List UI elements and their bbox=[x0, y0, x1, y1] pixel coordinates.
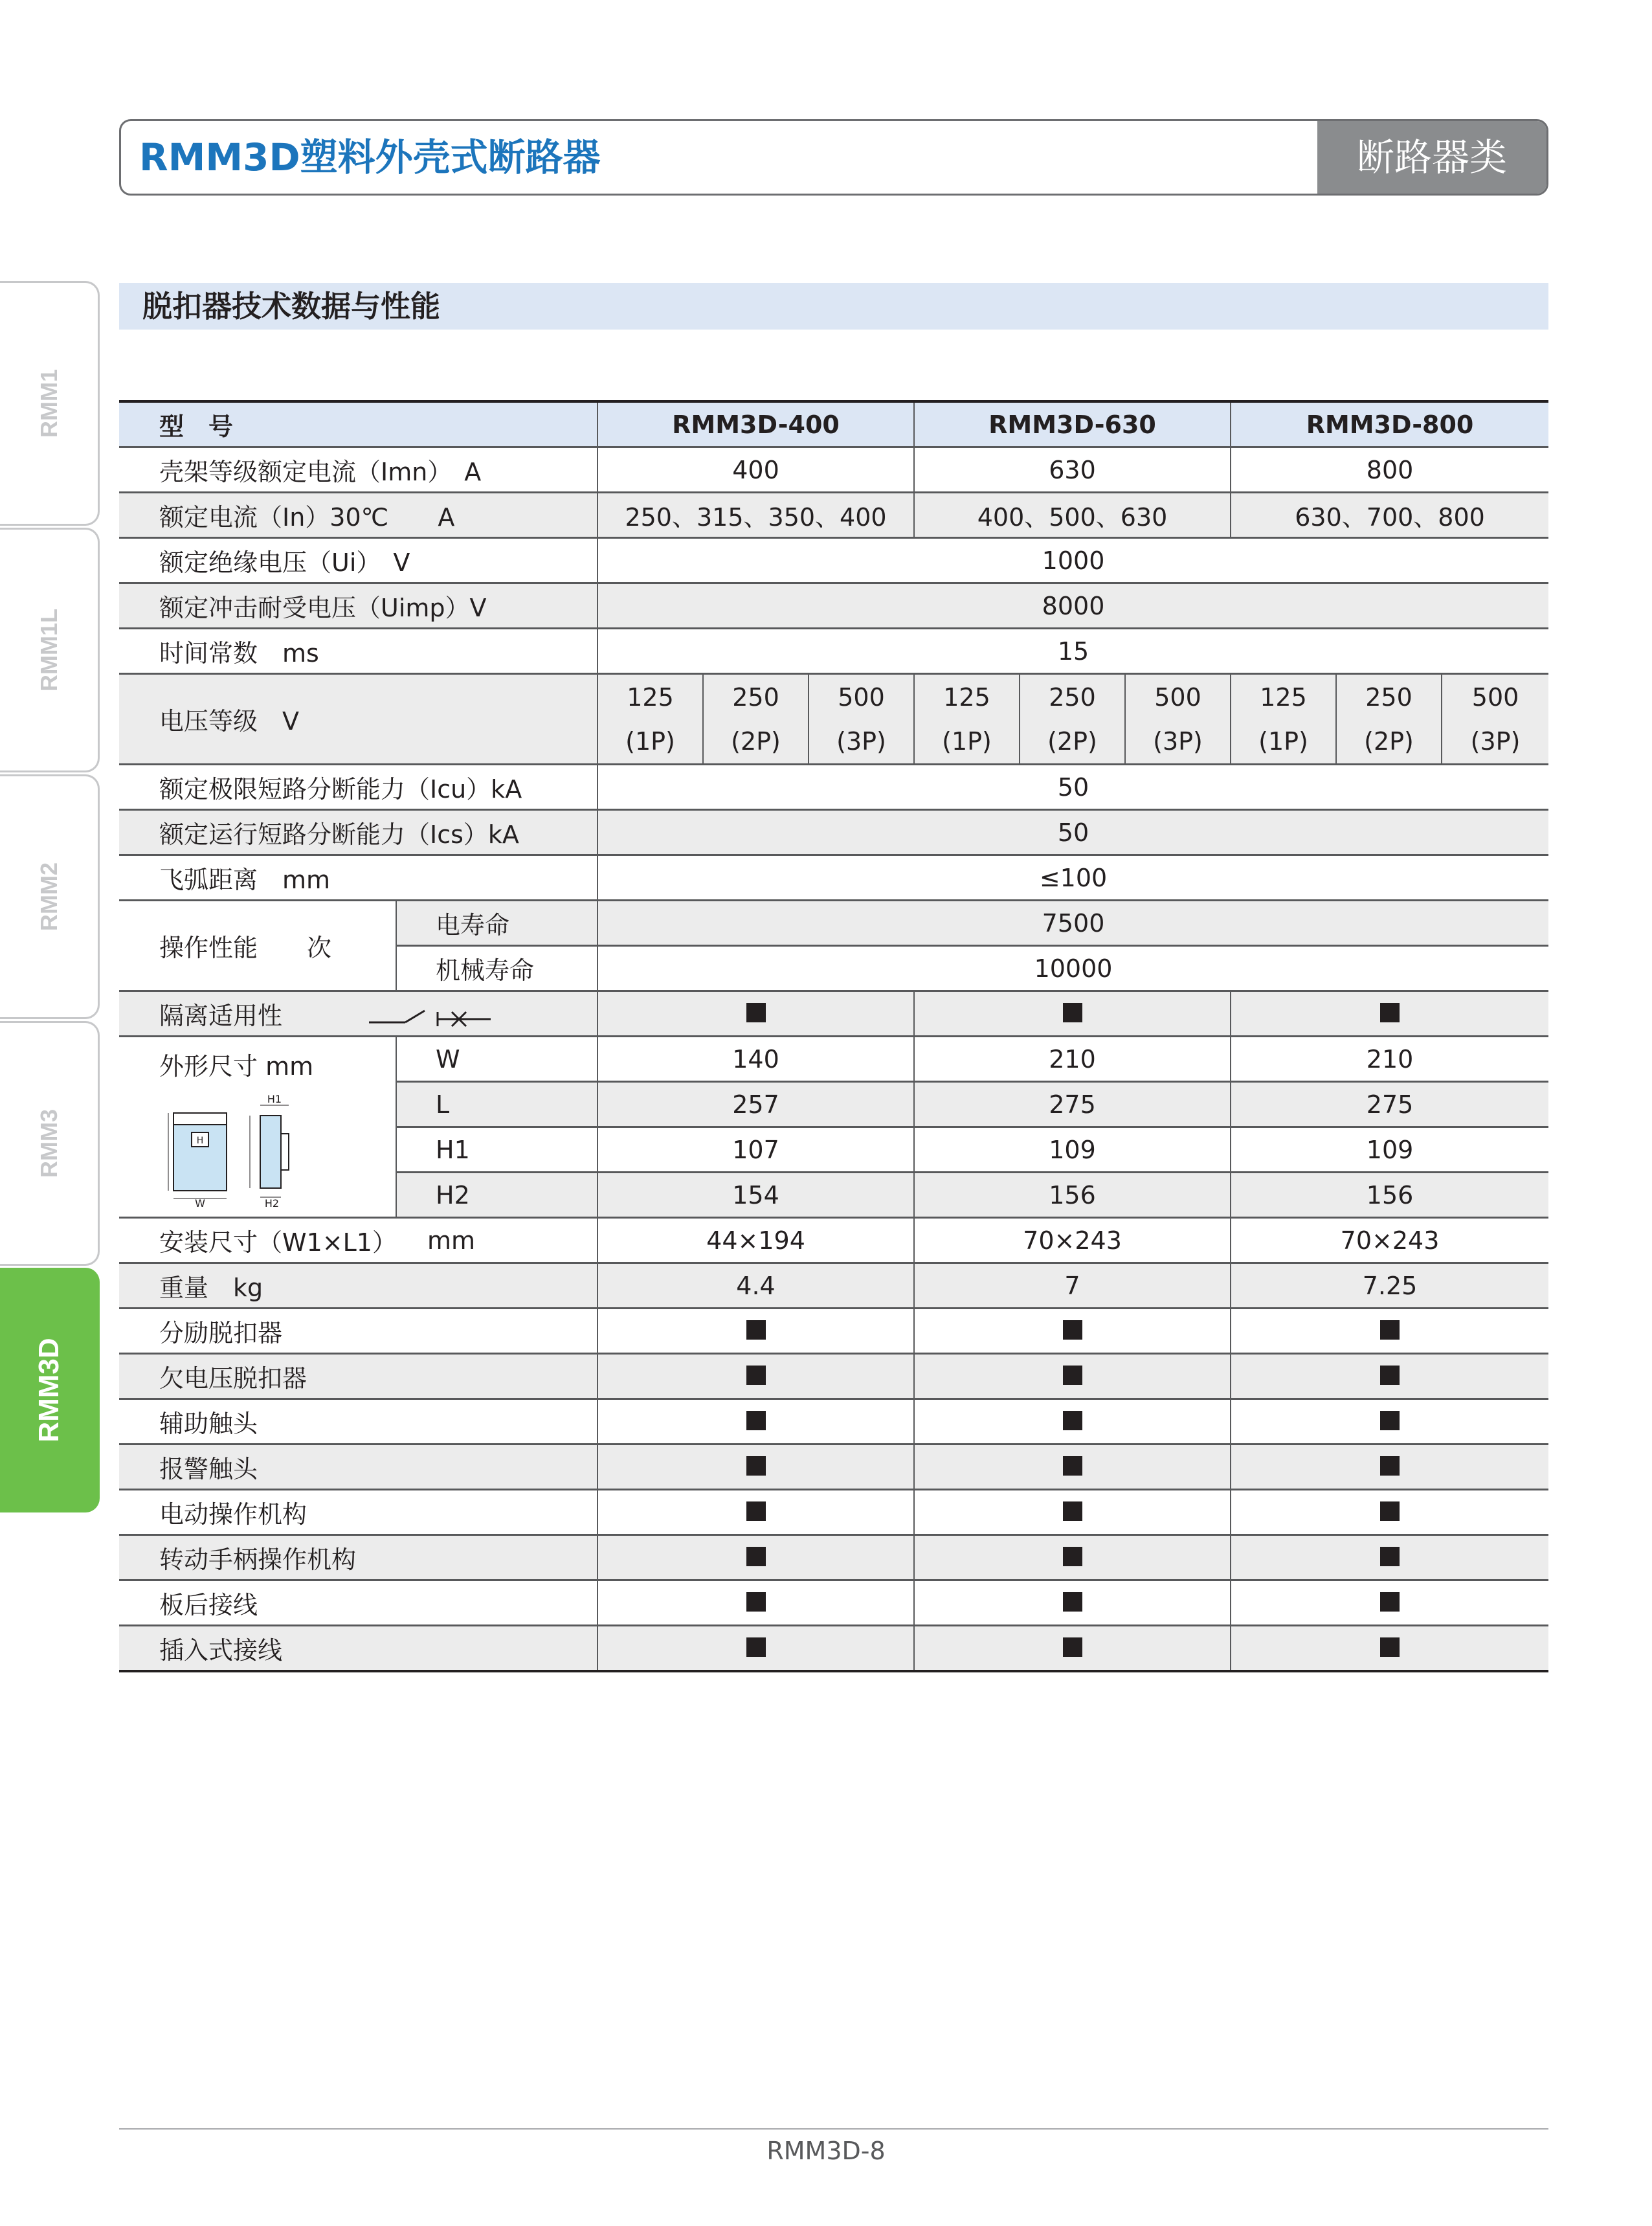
table-row bbox=[119, 991, 1548, 1037]
table-row bbox=[119, 1263, 1548, 1309]
voltage-value: 250 bbox=[1365, 682, 1412, 712]
table-cell: 10000 bbox=[597, 946, 1548, 991]
dimension-diagram-icon bbox=[159, 1095, 328, 1208]
pole-value: (3P) bbox=[1153, 726, 1203, 756]
model-header-label: 型 号 bbox=[119, 401, 597, 447]
sub-label: W bbox=[396, 1037, 597, 1082]
footer-divider bbox=[119, 2128, 1548, 2130]
table-row bbox=[119, 1218, 1548, 1263]
supported-mark-icon bbox=[746, 1366, 766, 1385]
isolation-symbol-icon bbox=[368, 1007, 497, 1029]
table-cell: 44×194 bbox=[597, 1218, 914, 1263]
table-cell bbox=[914, 1580, 1231, 1626]
supported-mark-icon bbox=[1063, 1366, 1082, 1385]
side-tab-rmm1l[interactable] bbox=[0, 528, 100, 772]
table-row bbox=[119, 493, 1548, 538]
voltage-value: 125 bbox=[1260, 682, 1307, 712]
voltage-value: 500 bbox=[838, 682, 885, 712]
row-label: 转动手柄操作机构 bbox=[119, 1535, 597, 1580]
supported-mark-icon bbox=[1380, 1366, 1400, 1385]
table-cell bbox=[1231, 1354, 1548, 1399]
supported-mark-icon bbox=[1380, 1637, 1400, 1657]
supported-mark-icon bbox=[1063, 1456, 1082, 1476]
table-cell bbox=[809, 674, 914, 765]
supported-mark-icon bbox=[746, 1592, 766, 1612]
table-cell bbox=[597, 1580, 914, 1626]
table-header-row bbox=[119, 401, 1548, 447]
table-row bbox=[119, 674, 1548, 765]
side-tab-rmm3[interactable] bbox=[0, 1021, 100, 1266]
voltage-value: 500 bbox=[1154, 682, 1201, 712]
unit-label: mm bbox=[396, 1218, 597, 1263]
table-row bbox=[119, 583, 1548, 629]
row-label: 分励脱扣器 bbox=[119, 1309, 597, 1354]
table-cell: 1000 bbox=[597, 538, 1548, 583]
side-tab-label: RMM2 bbox=[35, 862, 62, 931]
row-label: 报警触头 bbox=[119, 1445, 597, 1490]
model-header: RMM3D-400 bbox=[597, 401, 914, 447]
diagram-h1-label: H1 bbox=[267, 1095, 282, 1105]
table-row bbox=[119, 901, 1548, 946]
table-cell: 630、700、800 bbox=[1231, 493, 1548, 538]
supported-mark-icon bbox=[1380, 1592, 1400, 1612]
supported-mark-icon bbox=[1063, 1320, 1082, 1340]
table-row bbox=[119, 855, 1548, 901]
supported-mark-icon bbox=[1063, 1003, 1082, 1022]
side-tab-rmm1[interactable] bbox=[0, 281, 100, 526]
row-label: 时间常数 ms bbox=[119, 629, 597, 674]
voltage-value: 125 bbox=[627, 682, 674, 712]
table-cell: 140 bbox=[597, 1037, 914, 1082]
table-cell: 8000 bbox=[597, 583, 1548, 629]
table-row bbox=[119, 1626, 1548, 1672]
table-cell bbox=[914, 674, 1020, 765]
table-cell: 156 bbox=[914, 1173, 1231, 1218]
table-cell: 800 bbox=[1231, 447, 1548, 493]
table-row bbox=[119, 1490, 1548, 1535]
table-cell bbox=[914, 1399, 1231, 1445]
supported-mark-icon bbox=[1380, 1003, 1400, 1022]
pole-value: (3P) bbox=[1470, 726, 1521, 756]
supported-mark-icon bbox=[1063, 1592, 1082, 1612]
table-row bbox=[119, 1535, 1548, 1580]
table-cell: 70×243 bbox=[1231, 1218, 1548, 1263]
table-cell: 156 bbox=[1231, 1173, 1548, 1218]
supported-mark-icon bbox=[746, 1003, 766, 1022]
supported-mark-icon bbox=[746, 1637, 766, 1657]
table-cell bbox=[1231, 674, 1336, 765]
supported-mark-icon bbox=[1063, 1411, 1082, 1430]
table-row bbox=[119, 629, 1548, 674]
side-tab-label: RMM1L bbox=[35, 609, 62, 691]
side-tab-label: RMM3 bbox=[35, 1109, 62, 1178]
table-cell bbox=[914, 1490, 1231, 1535]
table-row bbox=[119, 1399, 1548, 1445]
table-cell: 70×243 bbox=[914, 1218, 1231, 1263]
model-header: RMM3D-800 bbox=[1231, 401, 1548, 447]
table-cell bbox=[597, 1445, 914, 1490]
pole-value: (2P) bbox=[731, 726, 781, 756]
row-label: 电动操作机构 bbox=[119, 1490, 597, 1535]
table-cell: 109 bbox=[914, 1127, 1231, 1173]
table-cell bbox=[597, 1399, 914, 1445]
sub-label: 机械寿命 bbox=[396, 946, 597, 991]
side-tab-rmm3d[interactable] bbox=[0, 1268, 100, 1512]
table-cell: 154 bbox=[597, 1173, 914, 1218]
supported-mark-icon bbox=[746, 1411, 766, 1430]
supported-mark-icon bbox=[1380, 1547, 1400, 1566]
table-row bbox=[119, 1445, 1548, 1490]
supported-mark-icon bbox=[1063, 1637, 1082, 1657]
table-cell: 210 bbox=[914, 1037, 1231, 1082]
supported-mark-icon bbox=[746, 1501, 766, 1521]
table-cell bbox=[1020, 674, 1125, 765]
table-cell: 275 bbox=[1231, 1082, 1548, 1127]
table-cell bbox=[1231, 1399, 1548, 1445]
diagram-w-label: W bbox=[195, 1197, 205, 1208]
side-tab-rmm2[interactable] bbox=[0, 774, 100, 1019]
supported-mark-icon bbox=[1380, 1320, 1400, 1340]
section-bar bbox=[119, 283, 1548, 330]
table-cell bbox=[1442, 674, 1548, 765]
table-cell bbox=[914, 1626, 1231, 1672]
table-cell: 107 bbox=[597, 1127, 914, 1173]
row-label: 辅助触头 bbox=[119, 1399, 597, 1445]
pole-value: (3P) bbox=[836, 726, 886, 756]
side-tab-label: RMM3D bbox=[32, 1338, 65, 1443]
table-row bbox=[119, 538, 1548, 583]
row-label: 额定极限短路分断能力（Icu）kA bbox=[119, 765, 597, 810]
table-cell bbox=[1231, 1309, 1548, 1354]
supported-mark-icon bbox=[746, 1456, 766, 1476]
table-cell bbox=[1336, 674, 1442, 765]
table-cell bbox=[1231, 991, 1548, 1037]
isolation-label: 隔离适用性 bbox=[159, 1002, 283, 1030]
supported-mark-icon bbox=[1063, 1547, 1082, 1566]
row-label: 板后接线 bbox=[119, 1580, 597, 1626]
table-cell: 7 bbox=[914, 1263, 1231, 1309]
supported-mark-icon bbox=[746, 1547, 766, 1566]
table-row bbox=[119, 1037, 1548, 1082]
table-cell: 250、315、350、400 bbox=[597, 493, 914, 538]
table-cell bbox=[914, 1309, 1231, 1354]
table-cell bbox=[597, 674, 703, 765]
row-label: 安装尺寸（W1×L1） bbox=[119, 1218, 396, 1263]
table-cell: 210 bbox=[1231, 1037, 1548, 1082]
page-title: RMM3D塑料外壳式断路器 bbox=[139, 135, 601, 179]
table-cell bbox=[597, 1354, 914, 1399]
table-cell bbox=[597, 1535, 914, 1580]
spec-table bbox=[119, 400, 1548, 1672]
table-cell: 7500 bbox=[597, 901, 1548, 946]
row-label: 插入式接线 bbox=[119, 1626, 597, 1672]
table-row bbox=[119, 765, 1548, 810]
table-cell bbox=[597, 1309, 914, 1354]
table-cell bbox=[914, 1535, 1231, 1580]
table-cell: 275 bbox=[914, 1082, 1231, 1127]
page-header bbox=[119, 119, 1548, 196]
voltage-value: 250 bbox=[1049, 682, 1096, 712]
table-cell bbox=[597, 1626, 914, 1672]
row-label: 欠电压脱扣器 bbox=[119, 1354, 597, 1399]
row-label: 额定冲击耐受电压（Uimp）V bbox=[119, 583, 597, 629]
table-row bbox=[119, 447, 1548, 493]
table-cell bbox=[1231, 1490, 1548, 1535]
row-label: 飞弧距离 mm bbox=[119, 855, 597, 901]
table-row bbox=[119, 1354, 1548, 1399]
row-label: 外形尺寸 mm bbox=[159, 1052, 314, 1081]
table-cell bbox=[914, 1445, 1231, 1490]
dimensions-label-cell bbox=[119, 1037, 396, 1218]
sub-label: H2 bbox=[396, 1173, 597, 1218]
table-cell: ≤100 bbox=[597, 855, 1548, 901]
sub-label: L bbox=[396, 1082, 597, 1127]
supported-mark-icon bbox=[1063, 1501, 1082, 1521]
row-label: 操作性能 次 bbox=[119, 901, 396, 991]
table-cell: 109 bbox=[1231, 1127, 1548, 1173]
row-label: 额定电流（In）30℃ A bbox=[119, 493, 597, 538]
row-label bbox=[119, 991, 597, 1037]
table-cell bbox=[1125, 674, 1231, 765]
table-row bbox=[119, 810, 1548, 855]
table-cell bbox=[597, 1490, 914, 1535]
section-title: 脱扣器技术数据与性能 bbox=[142, 289, 440, 324]
model-header: RMM3D-630 bbox=[914, 401, 1231, 447]
sub-label: H1 bbox=[396, 1127, 597, 1173]
row-label: 额定绝缘电压（Ui） V bbox=[119, 538, 597, 583]
voltage-value: 500 bbox=[1471, 682, 1519, 712]
side-tab-label: RMM1 bbox=[35, 369, 62, 438]
table-cell: 400 bbox=[597, 447, 914, 493]
row-label: 电压等级 V bbox=[119, 674, 597, 765]
voltage-value: 250 bbox=[732, 682, 779, 712]
table-cell bbox=[1231, 1580, 1548, 1626]
table-cell bbox=[1231, 1535, 1548, 1580]
category-label: 断路器类 bbox=[1317, 121, 1546, 194]
table-cell: 7.25 bbox=[1231, 1263, 1548, 1309]
table-cell bbox=[914, 991, 1231, 1037]
table-cell: 630 bbox=[914, 447, 1231, 493]
table-cell: 50 bbox=[597, 765, 1548, 810]
supported-mark-icon bbox=[1380, 1456, 1400, 1476]
table-cell: 257 bbox=[597, 1082, 914, 1127]
table-row bbox=[119, 1309, 1548, 1354]
row-label: 重量 kg bbox=[119, 1263, 597, 1309]
pole-value: (1P) bbox=[1258, 726, 1308, 756]
table-cell: 4.4 bbox=[597, 1263, 914, 1309]
row-label: 壳架等级额定电流（Imn） A bbox=[119, 447, 597, 493]
diagram-h2-label: H2 bbox=[264, 1197, 280, 1208]
pole-value: (1P) bbox=[942, 726, 992, 756]
sub-label: 电寿命 bbox=[396, 901, 597, 946]
table-cell bbox=[1231, 1626, 1548, 1672]
table-cell: 400、500、630 bbox=[914, 493, 1231, 538]
page-number: RMM3D-8 bbox=[766, 2137, 886, 2165]
table-cell: 50 bbox=[597, 810, 1548, 855]
table-row bbox=[119, 1580, 1548, 1626]
pole-value: (2P) bbox=[1364, 726, 1414, 756]
diagram-h-label: H bbox=[196, 1136, 204, 1146]
table-cell bbox=[1231, 1445, 1548, 1490]
supported-mark-icon bbox=[1380, 1411, 1400, 1430]
table-cell bbox=[914, 1354, 1231, 1399]
supported-mark-icon bbox=[1380, 1501, 1400, 1521]
pole-value: (2P) bbox=[1047, 726, 1097, 756]
supported-mark-icon bbox=[746, 1320, 766, 1340]
voltage-value: 125 bbox=[943, 682, 990, 712]
table-cell bbox=[597, 991, 914, 1037]
pole-value: (1P) bbox=[625, 726, 675, 756]
table-cell: 15 bbox=[597, 629, 1548, 674]
table-cell bbox=[703, 674, 809, 765]
row-label: 额定运行短路分断能力（Ics）kA bbox=[119, 810, 597, 855]
